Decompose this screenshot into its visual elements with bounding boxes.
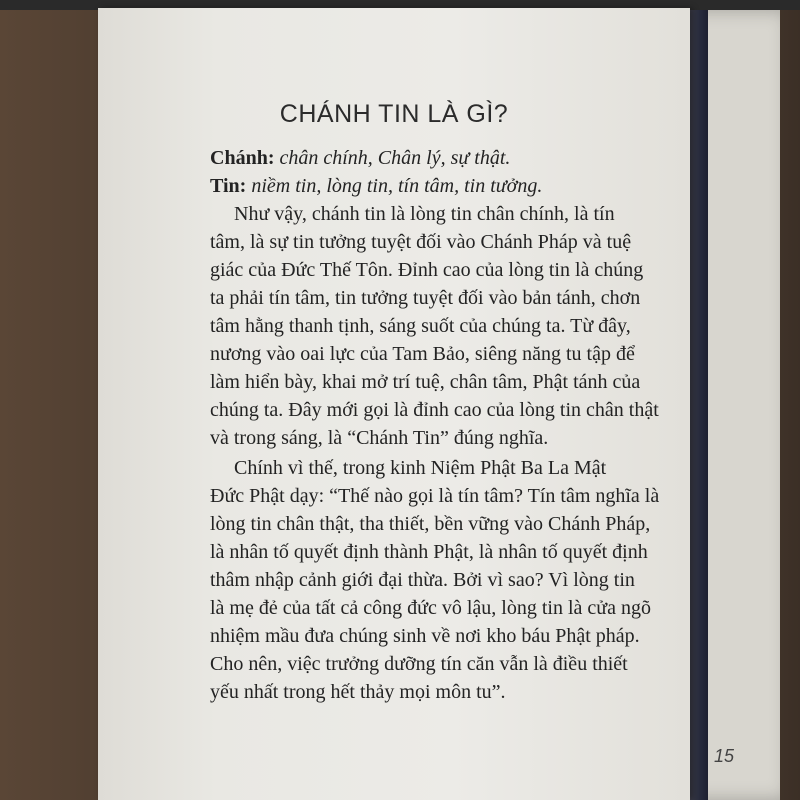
paragraph-2-line: thâm nhập cảnh giới đại thừa. Bởi vì sao? Vì lòng tin (210, 569, 635, 591)
paragraph-2-line: Cho nên, việc trưởng dưỡng tín căn vẫn là điều thiết (210, 653, 628, 675)
definition-chanh (210, 144, 680, 172)
paragraph-2-line: Đức Phật dạy: “Thế nào gọi là tín tâm? Tín tâm nghĩa là (210, 485, 660, 507)
definition-term: Tin: (210, 175, 247, 197)
definition-meaning: chân chính, Chân lý, sự thật. (279, 147, 511, 169)
paragraph-2-line: Chính vì thế, trong kinh Niệm Phật Ba La Mật (234, 457, 607, 479)
paragraph-2-line: nhiệm mầu đưa chúng sinh về nơi kho báu Phật pháp. (210, 625, 640, 647)
book-page (98, 8, 735, 800)
paragraph-1-line: nương vào oai lực của Tam Bảo, siêng năng tu tập để (210, 343, 635, 365)
paragraph-1-line: và trong sáng, là “Chánh Tin” đúng nghĩa. (210, 427, 549, 449)
paragraph-1-line: giác của Đức Thế Tôn. Đỉnh cao của lòng tin là chúng (210, 259, 644, 281)
definition-meaning: niềm tin, lòng tin, tín tâm, tin tưởng. (251, 175, 543, 197)
paragraph-1-line: làm hiển bày, khai mở trí tuệ, chân tâm, Phật tánh của (210, 371, 641, 393)
paragraph-2-line: là nhân tố quyết định thành Phật, là nhân tố quyết định (210, 541, 648, 563)
paragraph-2-line: là mẹ đẻ của tất cả công đức vô lậu, lòng tin là cửa ngõ (210, 597, 651, 619)
book-cover-edge (690, 10, 708, 800)
paragraph-1-line: tâm, là sự tin tưởng tuyệt đối vào Chánh Pháp và tuệ (210, 231, 632, 253)
paragraph-2-line: lòng tin chân thật, tha thiết, bền vững vào Chánh Pháp, (210, 513, 651, 535)
paragraph-1-line: chúng ta. Đây mới gọi là đỉnh cao của lòng tin chân thật (210, 399, 659, 421)
definition-tin (210, 172, 680, 200)
paragraph-1-line: ta phải tín tâm, tin tưởng tuyệt đối vào bản tánh, chơn (210, 287, 641, 309)
paragraph-1-line: tâm hằng thanh tịnh, sáng suốt của chúng ta. Từ đây, (210, 315, 631, 337)
paragraph-2-line: yếu nhất trong hết thảy mọi môn tu”. (210, 681, 506, 703)
page-title: CHÁNH TIN LÀ GÌ? (279, 100, 509, 128)
paragraph-1-line: Như vậy, chánh tin là lòng tin chân chính, là tín (234, 203, 615, 225)
page-number: 15 (714, 746, 735, 766)
definition-term: Chánh: (210, 147, 275, 169)
